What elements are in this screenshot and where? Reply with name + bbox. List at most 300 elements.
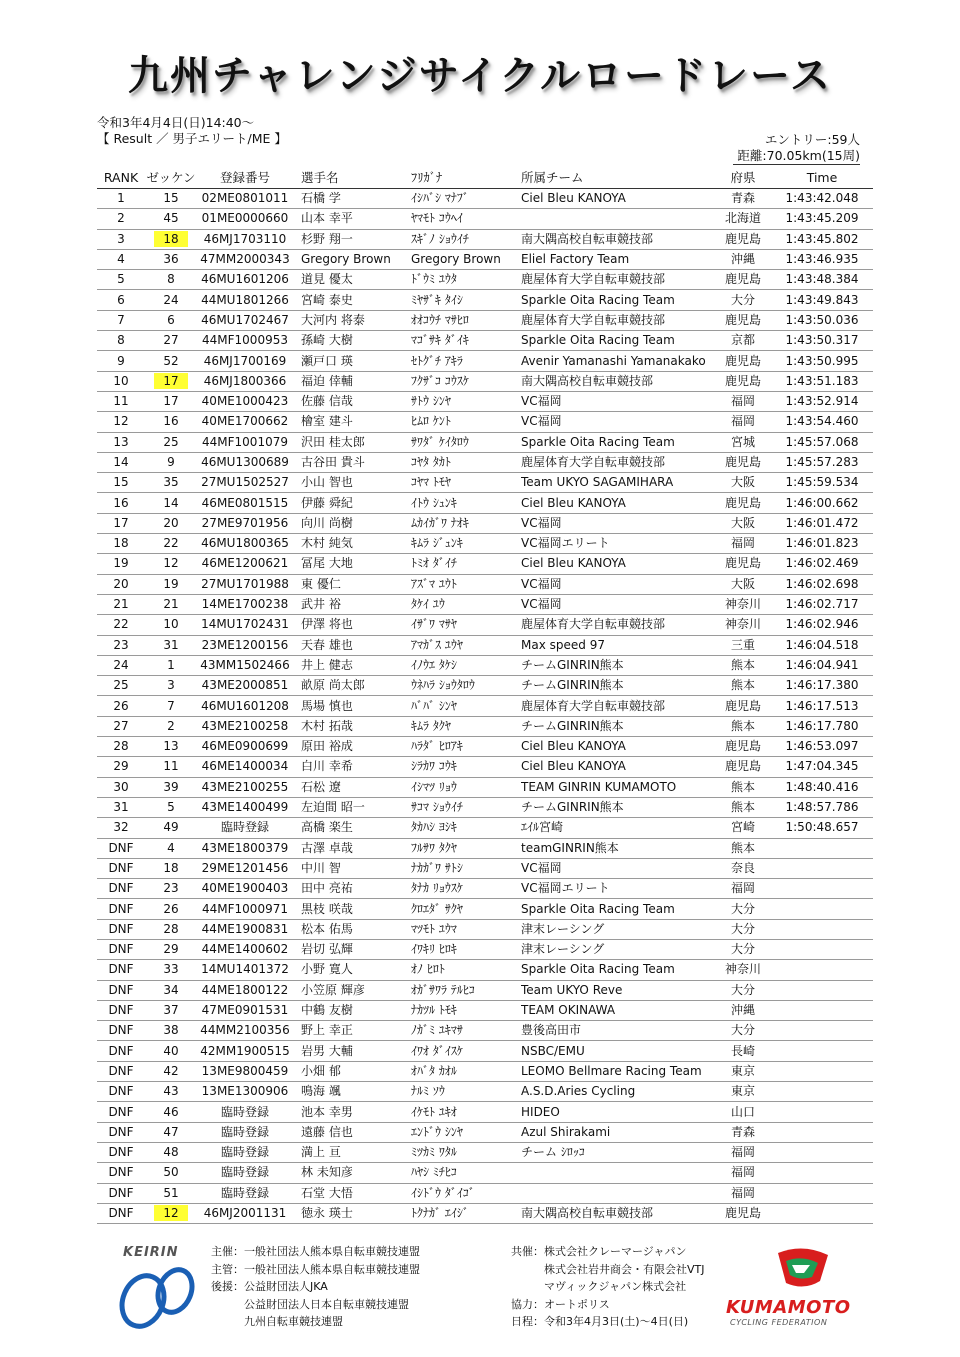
cell-name: 石堂 大悟 bbox=[293, 1183, 411, 1203]
cell-kana: ﾏﾂﾓﾄ ﾕｳﾏ bbox=[411, 919, 521, 939]
cell-rank: DNF bbox=[97, 960, 145, 980]
cell-time: 1:46:04.518 bbox=[771, 635, 873, 655]
cell-kana: ﾅｶﾂﾙ ﾄﾓｷ bbox=[411, 1000, 521, 1020]
cell-reg: 46ME1200621 bbox=[197, 554, 293, 574]
cell-reg: 40ME1900403 bbox=[197, 879, 293, 899]
cell-kana: ﾏｺﾞｻｷ ﾀﾞｲｷ bbox=[411, 331, 521, 351]
cell-name: 松本 佑馬 bbox=[293, 919, 411, 939]
cell-bib: 48 bbox=[145, 1142, 197, 1162]
cell-team: VC福岡 bbox=[521, 858, 715, 878]
cell-team: VC福岡 bbox=[521, 594, 715, 614]
cell-time: 1:45:59.534 bbox=[771, 473, 873, 493]
cell-bib: 51 bbox=[145, 1183, 197, 1203]
cell-pref: 青森 bbox=[715, 189, 771, 209]
footer-line: 公益財団法人日本自転車競技連盟 bbox=[211, 1297, 409, 1311]
cell-kana: ｲﾉｳｴ ﾀｹｼ bbox=[411, 655, 521, 675]
cell-bib: 17 bbox=[145, 391, 197, 411]
cell-kana: ﾅｶｶﾞﾜ ｻﾄｼ bbox=[411, 858, 521, 878]
cell-time: 1:43:45.209 bbox=[771, 209, 873, 229]
cell-time: 1:48:40.416 bbox=[771, 777, 873, 797]
cell-time bbox=[771, 1021, 873, 1041]
cell-kana: ｺﾔﾀ ﾀｶﾄ bbox=[411, 452, 521, 472]
cell-team: Ciel Bleu KANOYA bbox=[521, 493, 715, 513]
cell-reg: 44MF1001079 bbox=[197, 432, 293, 452]
cell-name: 冨尾 大地 bbox=[293, 554, 411, 574]
cell-team: Sparkle Oita Racing Team bbox=[521, 960, 715, 980]
cell-bib: 6 bbox=[145, 310, 197, 330]
cell-team: Max speed 97 bbox=[521, 635, 715, 655]
cell-time: 1:46:01.823 bbox=[771, 534, 873, 554]
cell-rank: DNF bbox=[97, 879, 145, 899]
cell-team: VC福岡エリート bbox=[521, 879, 715, 899]
kumamoto-logo-text: KUMAMOTO bbox=[726, 1297, 851, 1318]
cell-rank: 27 bbox=[97, 716, 145, 736]
header-bib: ゼッケン bbox=[145, 166, 197, 189]
cell-bib: 12 bbox=[145, 554, 197, 574]
cell-team: Eliel Factory Team bbox=[521, 249, 715, 269]
cell-rank: DNF bbox=[97, 1163, 145, 1183]
cell-reg: 44MF1000953 bbox=[197, 331, 293, 351]
cell-time bbox=[771, 858, 873, 878]
cell-bib: 11 bbox=[145, 757, 197, 777]
footer-line: 主催：一般社団法人熊本県自転車競技連盟 bbox=[211, 1245, 420, 1258]
cell-bib: 40 bbox=[145, 1041, 197, 1061]
cell-pref: 青森 bbox=[715, 1122, 771, 1142]
bib-highlight: 18 bbox=[154, 231, 188, 247]
cell-reg: 臨時登録 bbox=[197, 818, 293, 838]
cell-time: 1:46:02.698 bbox=[771, 574, 873, 594]
cell-kana: ﾊﾗﾀﾞ ﾋﾛｱｷ bbox=[411, 737, 521, 757]
table-row bbox=[97, 473, 873, 493]
table-row bbox=[97, 676, 873, 696]
cell-pref: 鹿児島 bbox=[715, 452, 771, 472]
cell-bib: 8 bbox=[145, 270, 197, 290]
cell-reg: 44ME1900831 bbox=[197, 919, 293, 939]
footer-line: 日程：令和3年4月3日(土)～4日(日) bbox=[511, 1315, 689, 1328]
cell-time bbox=[771, 899, 873, 919]
race-category: 【 Result ／ 男子エリート/ME 】 bbox=[97, 131, 287, 146]
cell-bib: 4 bbox=[145, 838, 197, 858]
cell-bib: 24 bbox=[145, 290, 197, 310]
cell-pref: 神奈川 bbox=[715, 594, 771, 614]
cell-kana: ｴﾝﾄﾞｳ ｼﾝﾔ bbox=[411, 1122, 521, 1142]
cell-name: 岩男 大輔 bbox=[293, 1041, 411, 1061]
cell-rank: 20 bbox=[97, 574, 145, 594]
table-row bbox=[97, 757, 873, 777]
cell-kana: ｱｽﾞﾏ ﾕｳﾄ bbox=[411, 574, 521, 594]
cell-bib: 20 bbox=[145, 513, 197, 533]
table-row bbox=[97, 960, 873, 980]
cell-kana: ﾑｶｲｶﾞﾜ ﾅｵｷ bbox=[411, 513, 521, 533]
footer-line: 株式会社岩井商会・有限会社VTJ bbox=[511, 1262, 705, 1276]
cell-name: 檜室 建斗 bbox=[293, 412, 411, 432]
cell-name: 伊藤 舜紀 bbox=[293, 493, 411, 513]
cell-reg: 46MU1702467 bbox=[197, 310, 293, 330]
cell-kana: ﾋﾑﾛ ｹﾝﾄ bbox=[411, 412, 521, 432]
table-row bbox=[97, 879, 873, 899]
cell-name: 石松 遼 bbox=[293, 777, 411, 797]
cell-time bbox=[771, 1102, 873, 1122]
cell-rank: DNF bbox=[97, 1021, 145, 1041]
cell-kana: ｲｼﾏﾂ ﾘｮｳ bbox=[411, 777, 521, 797]
cell-kana: ｲｼﾊﾞｼ ﾏﾅﾌﾞ bbox=[411, 189, 521, 209]
table-row bbox=[97, 189, 873, 209]
cell-team: Avenir Yamanashi Yamanakako bbox=[521, 351, 715, 371]
cell-time: 1:43:50.317 bbox=[771, 331, 873, 351]
cell-rank: DNF bbox=[97, 899, 145, 919]
cell-bib: 5 bbox=[145, 797, 197, 817]
cell-pref: 大阪 bbox=[715, 513, 771, 533]
cell-time bbox=[771, 1061, 873, 1081]
cell-rank: DNF bbox=[97, 1082, 145, 1102]
cell-rank: DNF bbox=[97, 1061, 145, 1081]
cell-reg: 43ME1800379 bbox=[197, 838, 293, 858]
cell-pref: 神奈川 bbox=[715, 615, 771, 635]
cell-rank: 2 bbox=[97, 209, 145, 229]
cell-name: 馬場 慎也 bbox=[293, 696, 411, 716]
cell-bib: 7 bbox=[145, 696, 197, 716]
table-row bbox=[97, 574, 873, 594]
table-row bbox=[97, 1082, 873, 1102]
cell-time bbox=[771, 980, 873, 1000]
cell-bib: 21 bbox=[145, 594, 197, 614]
cell-pref: 熊本 bbox=[715, 655, 771, 675]
cell-time: 1:46:17.513 bbox=[771, 696, 873, 716]
cell-time: 1:43:42.048 bbox=[771, 189, 873, 209]
cell-reg: 44MM2100356 bbox=[197, 1021, 293, 1041]
cell-kana: ｷﾑﾗ ﾀｸﾔ bbox=[411, 716, 521, 736]
cell-team: teamGINRIN熊本 bbox=[521, 838, 715, 858]
cell-bib: 10 bbox=[145, 615, 197, 635]
cell-reg: 13ME1300906 bbox=[197, 1082, 293, 1102]
cell-pref: 北海道 bbox=[715, 209, 771, 229]
cell-pref: 福岡 bbox=[715, 1142, 771, 1162]
cell-reg: 43ME2100258 bbox=[197, 716, 293, 736]
cell-bib: 28 bbox=[145, 919, 197, 939]
table-row bbox=[97, 838, 873, 858]
cell-bib: 13 bbox=[145, 737, 197, 757]
keirin-logo-text: KEIRIN bbox=[123, 1245, 179, 1260]
cell-name: 中川 智 bbox=[293, 858, 411, 878]
cell-pref: 大分 bbox=[715, 899, 771, 919]
cell-rank: 7 bbox=[97, 310, 145, 330]
cell-pref: 宮崎 bbox=[715, 818, 771, 838]
cell-team: Azul Shirakami bbox=[521, 1122, 715, 1142]
table-row bbox=[97, 249, 873, 269]
cell-bib: 23 bbox=[145, 879, 197, 899]
cell-pref: 神奈川 bbox=[715, 960, 771, 980]
header-name: 選手名 bbox=[293, 166, 411, 189]
cell-pref: 福岡 bbox=[715, 534, 771, 554]
cell-bib: 18 bbox=[145, 858, 197, 878]
table-row bbox=[97, 310, 873, 330]
cell-time: 1:43:46.935 bbox=[771, 249, 873, 269]
cell-reg: 臨時登録 bbox=[197, 1142, 293, 1162]
bib-highlight: 12 bbox=[154, 1205, 188, 1221]
cell-pref: 熊本 bbox=[715, 676, 771, 696]
cell-team: 鹿屋体育大学自転車競技部 bbox=[521, 310, 715, 330]
cell-pref: 福岡 bbox=[715, 879, 771, 899]
cell-rank: 18 bbox=[97, 534, 145, 554]
cell-rank: 24 bbox=[97, 655, 145, 675]
cell-kana: ｵｶﾞｻﾜﾗ ﾃﾙﾋｺ bbox=[411, 980, 521, 1000]
cell-kana: ﾄﾞｳﾐ ﾕｳﾀ bbox=[411, 270, 521, 290]
table-row bbox=[97, 858, 873, 878]
cell-bib bbox=[145, 371, 197, 391]
cell-team: TEAM GINRIN KUMAMOTO bbox=[521, 777, 715, 797]
cell-team: 津末レーシング bbox=[521, 919, 715, 939]
footer-sponsors bbox=[511, 1243, 705, 1331]
cell-pref: 鹿児島 bbox=[715, 229, 771, 249]
cell-pref: 大分 bbox=[715, 980, 771, 1000]
table-row bbox=[97, 513, 873, 533]
cell-name: 東 優仁 bbox=[293, 574, 411, 594]
race-info bbox=[97, 115, 287, 147]
cell-team bbox=[521, 1183, 715, 1203]
cell-team: ｴｲﾙ宮崎 bbox=[521, 818, 715, 838]
cell-pref: 京都 bbox=[715, 331, 771, 351]
table-row bbox=[97, 1122, 873, 1142]
cell-pref: 山口 bbox=[715, 1102, 771, 1122]
cell-rank: DNF bbox=[97, 1000, 145, 1020]
cell-kana: ﾅﾙﾐ ｿｳ bbox=[411, 1082, 521, 1102]
cell-rank: 4 bbox=[97, 249, 145, 269]
cell-kana: ｲﾜｷﾘ ﾋﾛｷ bbox=[411, 939, 521, 959]
cell-pref: 大分 bbox=[715, 1021, 771, 1041]
cell-kana: ﾌﾙｻﾜ ﾀｸﾔ bbox=[411, 838, 521, 858]
table-row bbox=[97, 209, 873, 229]
cell-rank: 21 bbox=[97, 594, 145, 614]
cell-bib: 19 bbox=[145, 574, 197, 594]
cell-time: 1:43:54.460 bbox=[771, 412, 873, 432]
cell-name: 大河内 将泰 bbox=[293, 310, 411, 330]
cell-time: 1:46:17.380 bbox=[771, 676, 873, 696]
table-row bbox=[97, 615, 873, 635]
cell-kana: ｷﾑﾗ ｼﾞｭﾝｷ bbox=[411, 534, 521, 554]
cell-pref: 三重 bbox=[715, 635, 771, 655]
cell-pref: 熊本 bbox=[715, 838, 771, 858]
cell-kana: Gregory Brown bbox=[411, 249, 521, 269]
cell-name: 瀬戸口 瑛 bbox=[293, 351, 411, 371]
cell-rank: DNF bbox=[97, 1122, 145, 1142]
cell-reg: 23ME1200156 bbox=[197, 635, 293, 655]
table-row bbox=[97, 493, 873, 513]
cell-kana: ｻﾄｳ ｼﾝﾔ bbox=[411, 391, 521, 411]
cell-pref: 沖縄 bbox=[715, 249, 771, 269]
cell-bib bbox=[145, 1203, 197, 1223]
cell-reg: 46ME0801515 bbox=[197, 493, 293, 513]
cell-name: 野上 幸正 bbox=[293, 1021, 411, 1041]
footer-line: 協力：オートポリス bbox=[511, 1297, 610, 1311]
cell-name: 道見 優太 bbox=[293, 270, 411, 290]
cell-pref: 大分 bbox=[715, 919, 771, 939]
cell-bib: 38 bbox=[145, 1021, 197, 1041]
cell-reg: 27ME9701956 bbox=[197, 513, 293, 533]
cell-team: Ciel Bleu KANOYA bbox=[521, 757, 715, 777]
cell-reg: 43ME1400499 bbox=[197, 797, 293, 817]
race-distance: 距離:70.05km(15周) bbox=[733, 148, 860, 165]
cell-team: チームGINRIN熊本 bbox=[521, 716, 715, 736]
cell-time bbox=[771, 1203, 873, 1223]
cell-reg: 02ME0801011 bbox=[197, 189, 293, 209]
cell-team: 津末レーシング bbox=[521, 939, 715, 959]
cell-time: 1:43:48.384 bbox=[771, 270, 873, 290]
cell-kana: ｻｺﾏ ｼｮｳｲﾁ bbox=[411, 797, 521, 817]
cell-time: 1:45:57.283 bbox=[771, 452, 873, 472]
header-team: 所属チーム bbox=[521, 166, 715, 189]
cell-name: 岩切 弘輝 bbox=[293, 939, 411, 959]
cell-reg: 40ME1700662 bbox=[197, 412, 293, 432]
cell-name: 木村 純気 bbox=[293, 534, 411, 554]
cell-time bbox=[771, 1041, 873, 1061]
cell-team: 鹿屋体育大学自転車競技部 bbox=[521, 452, 715, 472]
cell-time: 1:43:45.802 bbox=[771, 229, 873, 249]
cell-reg: 14ME1700238 bbox=[197, 594, 293, 614]
cell-name: 田中 亮祐 bbox=[293, 879, 411, 899]
cell-pref: 鹿児島 bbox=[715, 351, 771, 371]
cell-pref: 宮城 bbox=[715, 432, 771, 452]
cell-rank: 8 bbox=[97, 331, 145, 351]
cell-kana: ﾀｶﾊｼ ﾖｼｷ bbox=[411, 818, 521, 838]
cell-name: 畝原 尚太郎 bbox=[293, 676, 411, 696]
race-stats bbox=[733, 132, 860, 165]
cell-name: 天春 雄也 bbox=[293, 635, 411, 655]
footer-line: 共催：株式会社クレーマージャパン bbox=[511, 1245, 687, 1258]
table-row bbox=[97, 1142, 873, 1162]
cell-reg: 46MU1300689 bbox=[197, 452, 293, 472]
cell-time: 1:43:52.914 bbox=[771, 391, 873, 411]
cell-bib: 1 bbox=[145, 655, 197, 675]
cell-time bbox=[771, 879, 873, 899]
cell-pref: 奈良 bbox=[715, 858, 771, 878]
cell-team: 南大隅高校自転車競技部 bbox=[521, 371, 715, 391]
cell-kana: ｸﾛｴﾀﾞ ｻｸﾔ bbox=[411, 899, 521, 919]
cell-bib: 42 bbox=[145, 1061, 197, 1081]
table-row bbox=[97, 1021, 873, 1041]
cell-name: 原田 裕成 bbox=[293, 737, 411, 757]
cell-pref: 福岡 bbox=[715, 391, 771, 411]
table-row bbox=[97, 1000, 873, 1020]
cell-pref: 福岡 bbox=[715, 1163, 771, 1183]
cell-reg: 46MJ1703110 bbox=[197, 229, 293, 249]
table-row bbox=[97, 351, 873, 371]
cell-name: Gregory Brown bbox=[293, 249, 411, 269]
cell-bib: 16 bbox=[145, 412, 197, 432]
cell-pref: 大分 bbox=[715, 290, 771, 310]
table-row bbox=[97, 412, 873, 432]
cell-team: チームGINRIN熊本 bbox=[521, 655, 715, 675]
cell-pref: 熊本 bbox=[715, 777, 771, 797]
cell-reg: 47MM2000343 bbox=[197, 249, 293, 269]
cell-pref: 熊本 bbox=[715, 797, 771, 817]
cell-team: NSBC/EMU bbox=[521, 1041, 715, 1061]
cell-pref: 熊本 bbox=[715, 716, 771, 736]
cell-rank: 14 bbox=[97, 452, 145, 472]
cell-reg: 44ME1800122 bbox=[197, 980, 293, 1000]
cell-name: 黒枝 咲哉 bbox=[293, 899, 411, 919]
cell-name: 池本 幸男 bbox=[293, 1102, 411, 1122]
cell-rank: DNF bbox=[97, 980, 145, 1000]
cell-rank: DNF bbox=[97, 1102, 145, 1122]
cell-rank: 19 bbox=[97, 554, 145, 574]
cell-name: 宮崎 泰史 bbox=[293, 290, 411, 310]
cell-time: 1:46:53.097 bbox=[771, 737, 873, 757]
cell-rank: 11 bbox=[97, 391, 145, 411]
cell-pref: 大阪 bbox=[715, 473, 771, 493]
table-row bbox=[97, 1061, 873, 1081]
cell-reg: 臨時登録 bbox=[197, 1102, 293, 1122]
cell-rank: DNF bbox=[97, 838, 145, 858]
cell-pref: 鹿児島 bbox=[715, 371, 771, 391]
cell-rank: 31 bbox=[97, 797, 145, 817]
cell-kana: ﾊﾔｼ ﾐﾁﾋｺ bbox=[411, 1163, 521, 1183]
cell-reg: 44ME1400602 bbox=[197, 939, 293, 959]
cell-reg: 46MU1601206 bbox=[197, 270, 293, 290]
cell-time: 1:43:50.995 bbox=[771, 351, 873, 371]
cell-time: 1:43:49.843 bbox=[771, 290, 873, 310]
cell-rank: 30 bbox=[97, 777, 145, 797]
kumamoto-emblem-icon bbox=[768, 1245, 838, 1295]
cell-name: 杉野 翔一 bbox=[293, 229, 411, 249]
table-row bbox=[97, 696, 873, 716]
cell-name: 鳴海 颯 bbox=[293, 1082, 411, 1102]
cell-bib: 3 bbox=[145, 676, 197, 696]
cell-rank: 22 bbox=[97, 615, 145, 635]
footer-organizers bbox=[211, 1243, 420, 1331]
cell-kana: ﾐﾔｻﾞｷ ﾀｲｼ bbox=[411, 290, 521, 310]
cell-reg: 臨時登録 bbox=[197, 1163, 293, 1183]
cell-kana: ｺﾔﾏ ﾄﾓﾔ bbox=[411, 473, 521, 493]
cell-time: 1:45:57.068 bbox=[771, 432, 873, 452]
results-table bbox=[97, 166, 873, 1224]
cell-bib: 34 bbox=[145, 980, 197, 1000]
table-row bbox=[97, 452, 873, 472]
cell-name: 木村 拓哉 bbox=[293, 716, 411, 736]
cell-rank: 25 bbox=[97, 676, 145, 696]
cell-rank: DNF bbox=[97, 1203, 145, 1223]
cell-team: Sparkle Oita Racing Team bbox=[521, 899, 715, 919]
cell-pref: 鹿児島 bbox=[715, 737, 771, 757]
cell-reg: 46ME0900699 bbox=[197, 737, 293, 757]
cell-rank: 5 bbox=[97, 270, 145, 290]
cell-reg: 臨時登録 bbox=[197, 1183, 293, 1203]
table-row bbox=[97, 980, 873, 1000]
cell-rank: 12 bbox=[97, 412, 145, 432]
cell-team: 南大隅高校自転車競技部 bbox=[521, 229, 715, 249]
cell-time: 1:48:57.786 bbox=[771, 797, 873, 817]
table-row bbox=[97, 432, 873, 452]
cell-time bbox=[771, 919, 873, 939]
table-row bbox=[97, 371, 873, 391]
cell-reg: 44MF1000971 bbox=[197, 899, 293, 919]
cell-pref: 大阪 bbox=[715, 574, 771, 594]
cell-name: 武井 裕 bbox=[293, 594, 411, 614]
cell-reg: 46MU1800365 bbox=[197, 534, 293, 554]
cell-reg: 46MJ1700169 bbox=[197, 351, 293, 371]
race-date: 令和3年4月4日(日)14:40～ bbox=[97, 115, 255, 130]
cell-pref: 鹿児島 bbox=[715, 696, 771, 716]
cell-time: 1:46:01.472 bbox=[771, 513, 873, 533]
cell-time bbox=[771, 939, 873, 959]
bib-highlight: 17 bbox=[154, 373, 188, 389]
cell-bib: 50 bbox=[145, 1163, 197, 1183]
table-row bbox=[97, 1163, 873, 1183]
cell-time bbox=[771, 1082, 873, 1102]
cell-pref: 鹿児島 bbox=[715, 1203, 771, 1223]
results-body bbox=[97, 189, 873, 1224]
cell-time bbox=[771, 1000, 873, 1020]
cell-bib: 15 bbox=[145, 189, 197, 209]
